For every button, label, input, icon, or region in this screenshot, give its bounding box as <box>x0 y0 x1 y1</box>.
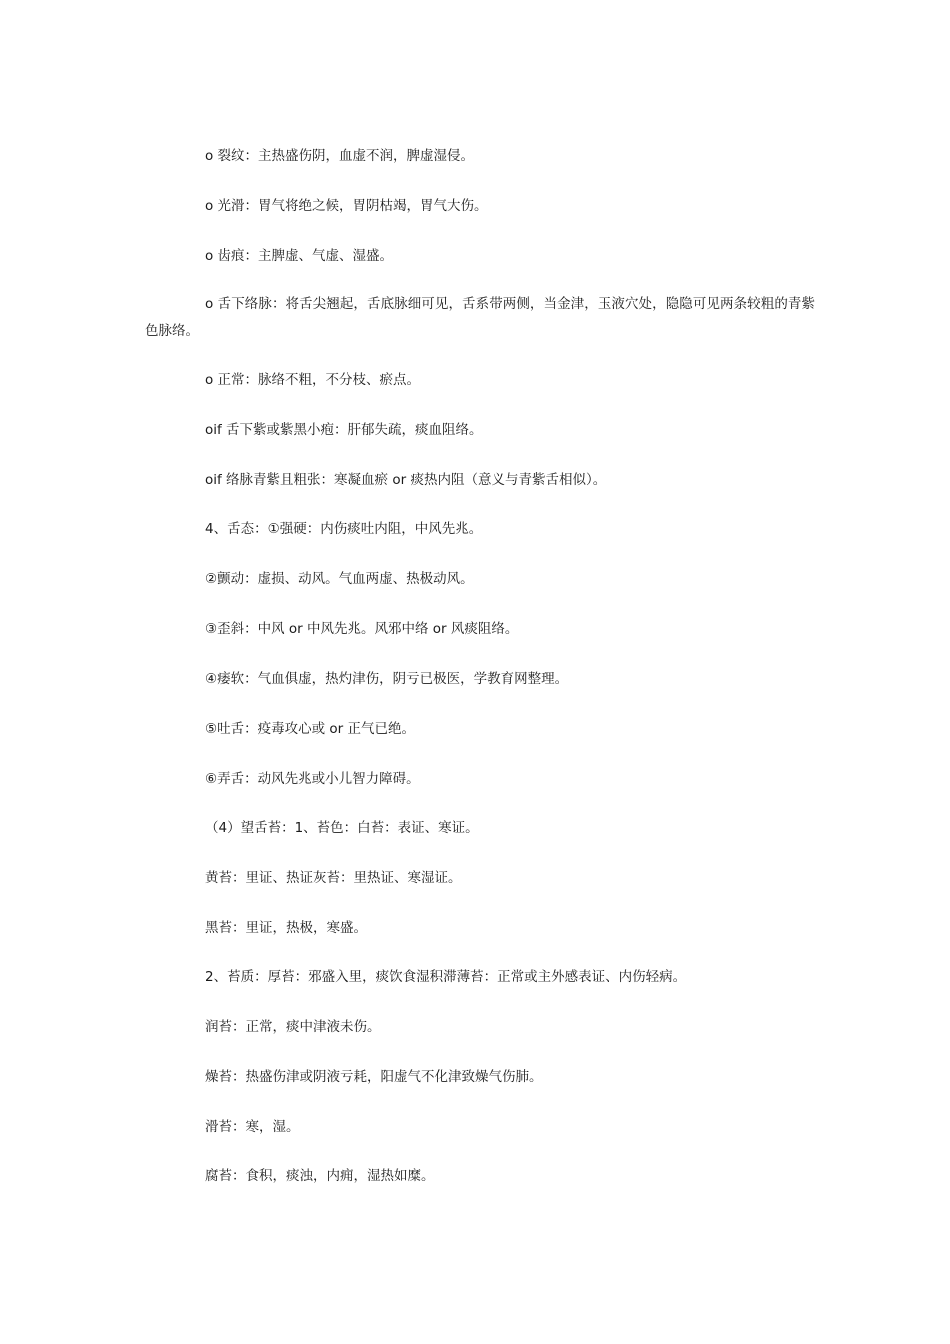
paragraph-yellow-coating: 黄苔：里证、热证灰苔：里热证、寒湿证。 <box>205 870 462 886</box>
paragraph-deviated: ③歪斜：中风 or 中风先兆。风邪中络 or 风痰阻络。 <box>205 621 519 637</box>
paragraph-protruding: ⑤吐舌：疫毒攻心或 or 正气已绝。 <box>205 721 415 737</box>
paragraph-tooth-marks: o 齿痕：主脾虚、气虚、湿盛。 <box>205 248 394 264</box>
paragraph-black-coating: 黑苔：里证，热极，寒盛。 <box>205 920 367 936</box>
paragraph-tongue-state-stiff: 4、舌态：①强硬：内伤痰吐内阻，中风先兆。 <box>205 521 483 537</box>
paragraph-dry-coating: 燥苔：热盛伤津或阴液亏耗，阳虚气不化津致燥气伤肺。 <box>205 1069 543 1085</box>
paragraph-normal-veins: o 正常：脉络不粗，不分枝、瘀点。 <box>205 372 421 388</box>
paragraph-distended-veins: oif 络脉青紫且粗张：寒凝血瘀 or 痰热内阻（意义与青紫舌相似）。 <box>205 472 607 488</box>
paragraph-flaccid: ④痿软：气血俱虚，热灼津伤，阴亏已极医，学教育网整理。 <box>205 671 569 687</box>
paragraph-coating-color: （4）望舌苔：1、苔色：白苔：表证、寒证。 <box>205 820 479 836</box>
paragraph-smooth-tongue: o 光滑：胃气将绝之候，胃阴枯竭，胃气大伤。 <box>205 198 488 214</box>
paragraph-moist-coating: 润苔：正常，痰中津液未伤。 <box>205 1019 381 1035</box>
paragraph-slippery-coating: 滑苔：寒，湿。 <box>205 1119 300 1135</box>
paragraph-coating-texture: 2、苔质：厚苔：邪盛入里，痰饮食湿积滞薄苔：正常或主外感表证、内伤轻病。 <box>205 969 687 985</box>
paragraph-curdy-coating: 腐苔：食积，痰浊，内痈，湿热如糜。 <box>205 1168 435 1184</box>
paragraph-purple-blisters: oif 舌下紫或紫黑小疱：肝郁失疏，痰血阻络。 <box>205 422 483 438</box>
paragraph-wagging: ⑥弄舌：动风先兆或小儿智力障碍。 <box>205 771 420 787</box>
paragraph-trembling: ②颤动：虚损、动风。气血两虚、热极动风。 <box>205 571 474 587</box>
paragraph-fissured-tongue: o 裂纹：主热盛伤阴，血虚不润，脾虚湿侵。 <box>205 148 475 164</box>
paragraph-sublingual-veins: o 舌下络脉：将舌尖翘起，舌底脉细可见，舌系带两侧，当金津，玉液穴处，隐隐可见两条较粗的青紫色脉络。 <box>145 296 815 339</box>
